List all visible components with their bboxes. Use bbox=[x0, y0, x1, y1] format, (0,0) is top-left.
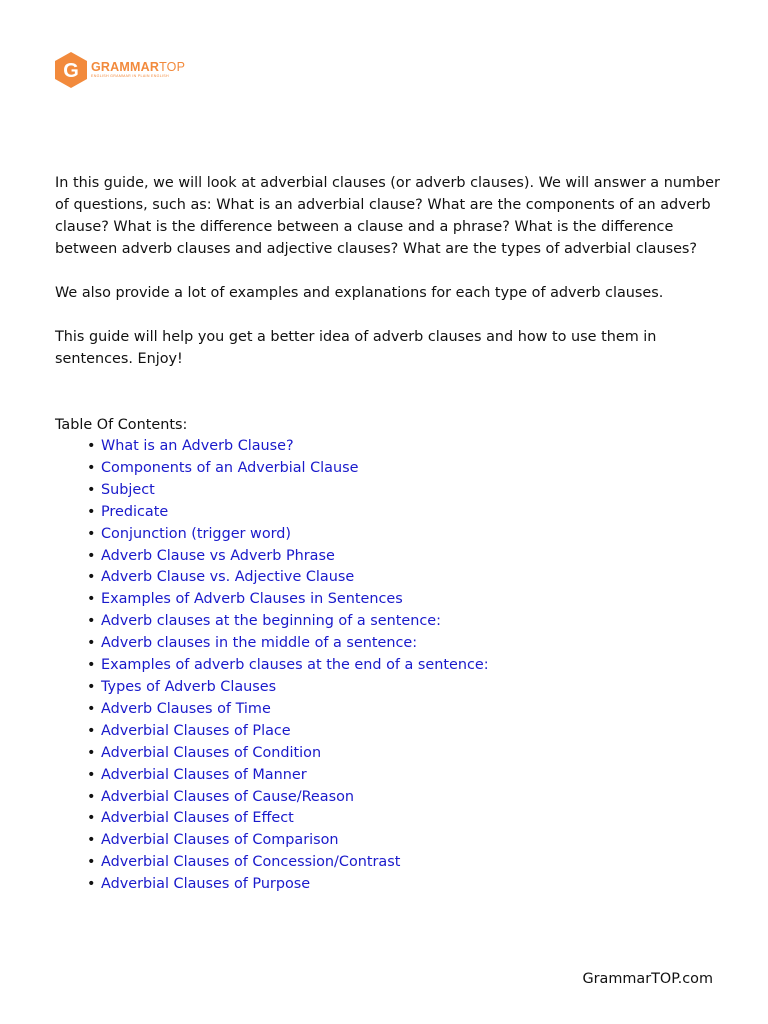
toc-item bbox=[87, 567, 725, 589]
toc-item bbox=[87, 480, 725, 502]
toc-link[interactable]: Components of an Adverbial Clause bbox=[101, 459, 359, 476]
toc-item bbox=[87, 874, 725, 896]
logo-letter: G bbox=[63, 60, 79, 82]
toc-link[interactable]: Adverb clauses at the beginning of a sentence: bbox=[101, 613, 441, 630]
toc-link[interactable]: Examples of Adverb Clauses in Sentences bbox=[101, 591, 403, 608]
intro-paragraph-1: In this guide, we will look at adverbial clauses (or adverb clauses). We will answer a number of questions, such as: What is an adverbial clause? What are the components of an adverb clause? What is the difference between a clause and a phrase? What is the difference between adverb clauses and adjective clauses? What are the types of adverbial clauses? bbox=[55, 175, 720, 257]
toc-link[interactable]: What is an Adverb Clause? bbox=[101, 438, 294, 454]
toc-item bbox=[87, 721, 725, 743]
bullet-icon: • bbox=[87, 613, 96, 630]
logo-wordmark bbox=[91, 61, 185, 79]
toc-item bbox=[87, 633, 725, 655]
toc-item bbox=[87, 655, 725, 677]
bullet-icon: • bbox=[87, 635, 96, 652]
toc-link[interactable]: Adverb clauses in the middle of a sentence: bbox=[101, 635, 418, 652]
bullet-icon: • bbox=[87, 503, 96, 520]
bullet-icon: • bbox=[87, 744, 96, 761]
toc-item bbox=[87, 830, 725, 852]
bullet-icon: • bbox=[87, 657, 96, 674]
toc-link[interactable]: Predicate bbox=[101, 503, 169, 520]
toc-item bbox=[87, 787, 725, 809]
bullet-icon: • bbox=[87, 547, 96, 564]
toc-item bbox=[87, 502, 725, 524]
bullet-icon: • bbox=[87, 700, 96, 717]
toc-link[interactable]: Subject bbox=[101, 481, 155, 498]
hexagon-logo-icon bbox=[53, 51, 89, 89]
logo-tagline: ENGLISH GRAMMAR IN PLAIN ENGLISH bbox=[91, 74, 169, 78]
toc-item bbox=[87, 524, 725, 546]
bullet-icon: • bbox=[87, 525, 96, 542]
logo-word bbox=[91, 61, 185, 74]
toc-link[interactable]: Adverbial Clauses of Effect bbox=[101, 810, 294, 827]
toc-item bbox=[87, 546, 725, 568]
logo-word-top: TOP bbox=[159, 60, 186, 74]
grammartop-logo bbox=[53, 51, 185, 89]
toc-link[interactable]: Adverb Clause vs. Adjective Clause bbox=[101, 569, 355, 586]
toc-item bbox=[87, 677, 725, 699]
table-of-contents bbox=[55, 436, 725, 896]
logo-word-grammar: GRAMMAR bbox=[91, 60, 160, 74]
bullet-icon: • bbox=[87, 591, 96, 608]
toc-link[interactable]: Adverbial Clauses of Purpose bbox=[101, 876, 311, 893]
toc-link[interactable]: Adverb Clause vs Adverb Phrase bbox=[101, 547, 335, 564]
toc-item bbox=[87, 743, 725, 765]
bullet-icon: • bbox=[87, 766, 96, 783]
document-body bbox=[55, 172, 725, 896]
bullet-icon: • bbox=[87, 876, 96, 893]
intro-paragraph-2: We also provide a lot of examples and explanations for each type of adverb clauses. bbox=[55, 285, 664, 301]
toc-item bbox=[87, 611, 725, 633]
toc-link[interactable]: Conjunction (trigger word) bbox=[101, 525, 292, 542]
toc-link[interactable]: Adverbial Clauses of Place bbox=[101, 722, 291, 739]
bullet-icon: • bbox=[87, 438, 96, 454]
bullet-icon: • bbox=[87, 481, 96, 498]
bullet-icon: • bbox=[87, 678, 96, 695]
bullet-icon: • bbox=[87, 788, 96, 805]
toc-heading: Table Of Contents: bbox=[55, 417, 188, 433]
toc-item bbox=[87, 589, 725, 611]
bullet-icon: • bbox=[87, 810, 96, 827]
toc-link[interactable]: Adverbial Clauses of Condition bbox=[101, 744, 322, 761]
bullet-icon: • bbox=[87, 854, 96, 871]
bullet-icon: • bbox=[87, 832, 96, 849]
toc-item bbox=[87, 436, 725, 458]
bullet-icon: • bbox=[87, 569, 96, 586]
toc-item bbox=[87, 699, 725, 721]
toc-item bbox=[87, 808, 725, 830]
toc-item bbox=[87, 458, 725, 480]
toc-link[interactable]: Adverb Clauses of Time bbox=[101, 700, 271, 717]
footer-site-name: GrammarTOP.com bbox=[582, 971, 713, 987]
toc-link[interactable]: Adverbial Clauses of Comparison bbox=[101, 832, 339, 849]
toc-link[interactable]: Adverbial Clauses of Cause/Reason bbox=[101, 788, 355, 805]
bullet-icon: • bbox=[87, 722, 96, 739]
toc-link[interactable]: Adverbial Clauses of Concession/Contrast bbox=[101, 854, 401, 871]
toc-link[interactable]: Examples of adverb clauses at the end of a sentence: bbox=[101, 657, 489, 674]
toc-item bbox=[87, 765, 725, 787]
bullet-icon: • bbox=[87, 459, 96, 476]
toc-link[interactable]: Types of Adverb Clauses bbox=[101, 678, 277, 695]
toc-item bbox=[87, 852, 725, 874]
intro-paragraph-3: This guide will help you get a better idea of adverb clauses and how to use them in sentences. Enjoy! bbox=[55, 329, 657, 367]
toc-link[interactable]: Adverbial Clauses of Manner bbox=[101, 766, 307, 783]
